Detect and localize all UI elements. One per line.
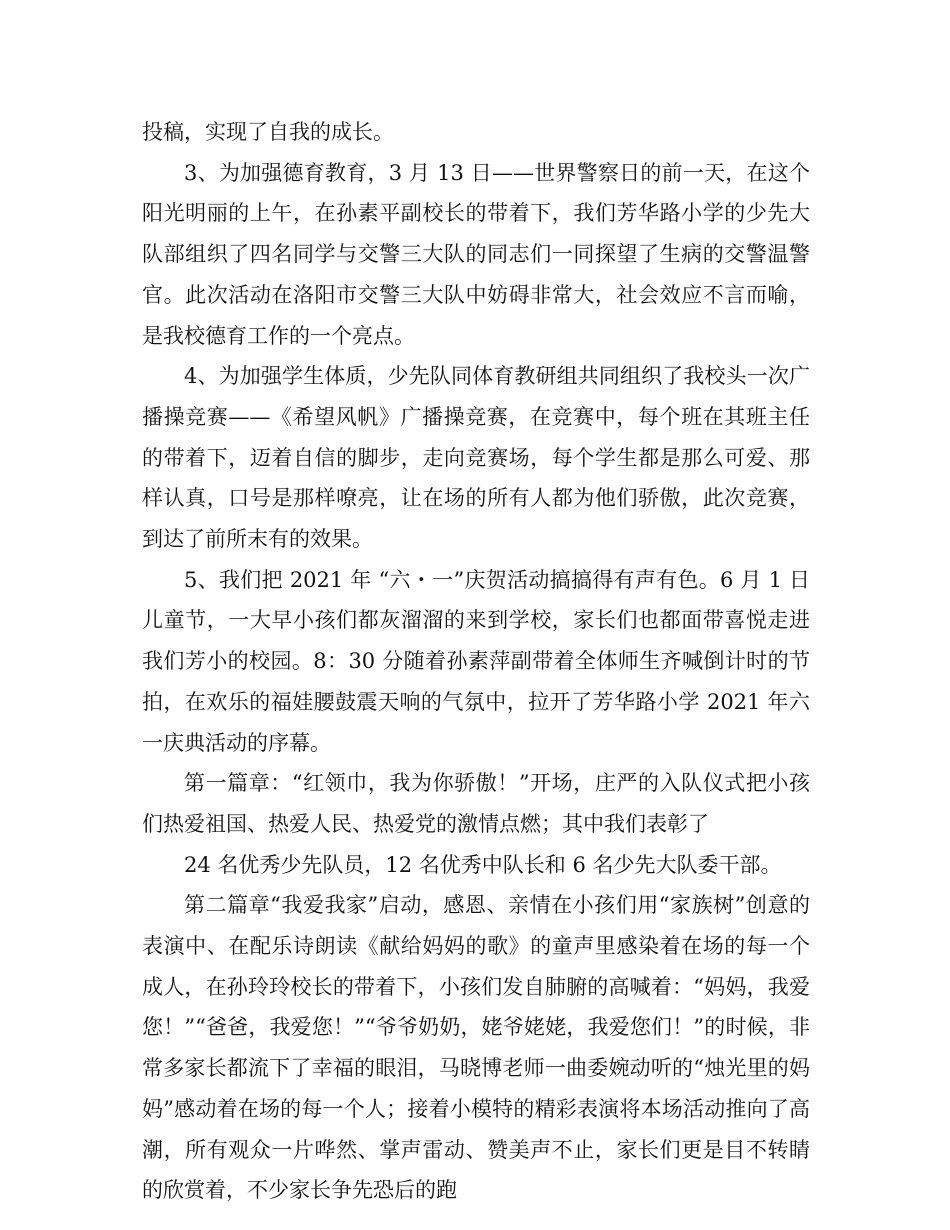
paragraph-chapter-1: 第一篇章：“红领巾，我为你骄傲！”开场，庄严的入队仪式把小孩们热爱祖国、热爱人民、热爱党的激情点燃；其中我们表彰了 xyxy=(142,771,810,836)
paragraph-item-4: 4、为加强学生体质，少先队同体育教研组共同组织了我校头一次广播操竞赛——《希望风帆》广播操竞赛，在竞赛中，每个班在其班主任的带着下，迈着自信的脚步，走向竞赛场，每个学生都是那么可爱、那样认真，口号是那样嘹亮，让在场的所有人都为他们骄傲，此次竞赛，到达了前所末有的效果。 xyxy=(142,364,810,552)
document-body xyxy=(142,112,810,1211)
paragraph-continuation: 投稿，实现了自我的成长。 xyxy=(142,120,394,144)
paragraph-item-3: 3、为加强德育教育，3 月 13 日——世界警察日的前一天，在这个阳光明丽的上午，在孙素平副校长的带着下，我们芳华路小学的少先大队部组织了四名同学与交警三大队的同志们一同探望了生病的交警温警官。此次活动在洛阳市交警三大队中妨碍非常大，社会效应不言而喻，是我校德育工作的一个亮点。 xyxy=(142,160,810,348)
paragraph-chapter-2: 第二篇章“我爱我家”启动，感恩、亲情在小孩们用“家族树”创意的表演中、在配乐诗朗读《献给妈妈的歌》的童声里感染着在场的每一个成人，在孙玲玲校长的带着下，小孩们发自肺腑的高喊着：“妈妈，我爱您！”“爸爸，我爱您！”“爷爷奶奶，姥爷姥姥，我爱您们！”的时候，非常多家长都流下了幸福的眼泪，马晓博老师一曲委婉动听的“烛光里的妈妈”感动着在场的每一个人；接着小模特的精彩表演将本场活动推向了高潮，所有观众一片哗然、掌声雷动、赞美声不止，家长们更是目不转睛的欣赏着，不少家长争先恐后的跑 xyxy=(142,893,810,1203)
paragraph-awards: 24 名优秀少先队员，12 名优秀中队长和 6 名少先大队委干部。 xyxy=(184,852,782,877)
paragraph-item-5: 5、我们把 2021 年 “六・一”庆贺活动搞搞得有声有色。6 月 1 日儿童节，一大早小孩们都灰溜溜的来到学校，家长们也都面带喜悦走进我们芳小的校园。8：30 分随着孙素萍副带着全体师生齐喊倒计时的节拍，在欢乐的福娃腰鼓震天响的气氛中，拉开了芳华路小学 2021 年六一庆典活动的序幕。 xyxy=(142,567,810,755)
